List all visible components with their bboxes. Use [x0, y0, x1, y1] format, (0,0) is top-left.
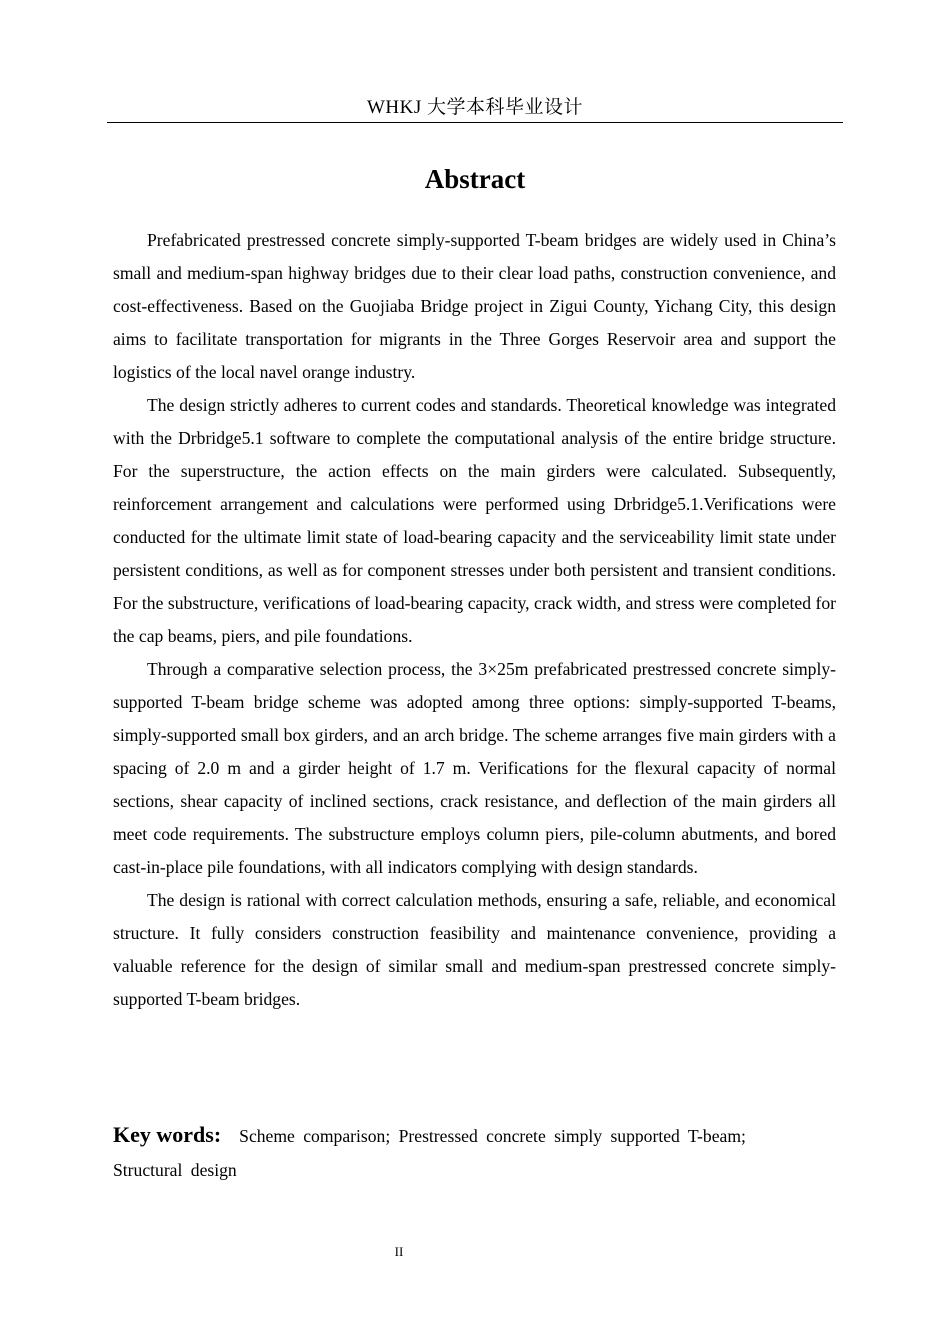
abstract-title: Abstract [424, 164, 526, 194]
abstract-paragraph: Prefabricated prestressed concrete simply-supported T-beam bridges are widely used in China’s small and medium-span highway bridges due to their clear load paths, construction convenience, and cost-effectiveness. Based on the Guojiaba Bridge project in Zigui County, Yichang City, this design aims to facilitate transportation for migrants in the Three Gorges Reservoir area and support the logistics of the local navel orange industry. [113, 230, 836, 382]
abstract-body [113, 224, 836, 1016]
page-header: WHKJ 大学本科毕业设计 [366, 97, 584, 118]
page-number: II [394, 1244, 404, 1259]
keywords-text: Scheme comparison; Prestressed concrete simply supported T-beam; Structural design [113, 1126, 746, 1180]
abstract-paragraph: The design is rational with correct calculation methods, ensuring a safe, reliable, and economical structure. It fully considers construction feasibility and maintenance convenience, providing a valuable reference for the design of similar small and medium-span prestressed concrete simply-supported T-beam bridges. [113, 890, 836, 1009]
abstract-paragraph: The design strictly adheres to current codes and standards. Theoretical knowledge was integrated with the Drbridge5.1 software to complete the computational analysis of the entire bridge structure. For the superstructure, the action effects on the main girders were calculated. Subsequently, reinforcement arrangement and calculations were performed using Drbridge5.1.Verifications were conducted for the ultimate limit state of load-bearing capacity and the serviceability limit state under persistent conditions, as well as for component stresses under both persistent and transient conditions. For the substructure, verifications of load-bearing capacity, crack width, and stress were completed for the cap beams, piers, and pile foundations. [113, 395, 836, 646]
header-rule [107, 122, 843, 123]
keywords-label: Key words: [113, 1122, 222, 1147]
abstract-paragraph: Through a comparative selection process, the 3×25m prefabricated prestressed concrete simply-supported T-beam bridge scheme was adopted among three options: simply-supported T-beams, simply-supported small box girders, and an arch bridge. The scheme arranges five main girders with a spacing of 2.0 m and a girder height of 1.7 m. Verifications for the flexural capacity of normal sections, shear capacity of inclined sections, crack resistance, and deflection of the main girders all meet code requirements. The substructure employs column piers, pile-column abutments, and bored cast-in-place pile foundations, with all indicators complying with design standards. [113, 659, 836, 877]
keywords [113, 1118, 813, 1187]
